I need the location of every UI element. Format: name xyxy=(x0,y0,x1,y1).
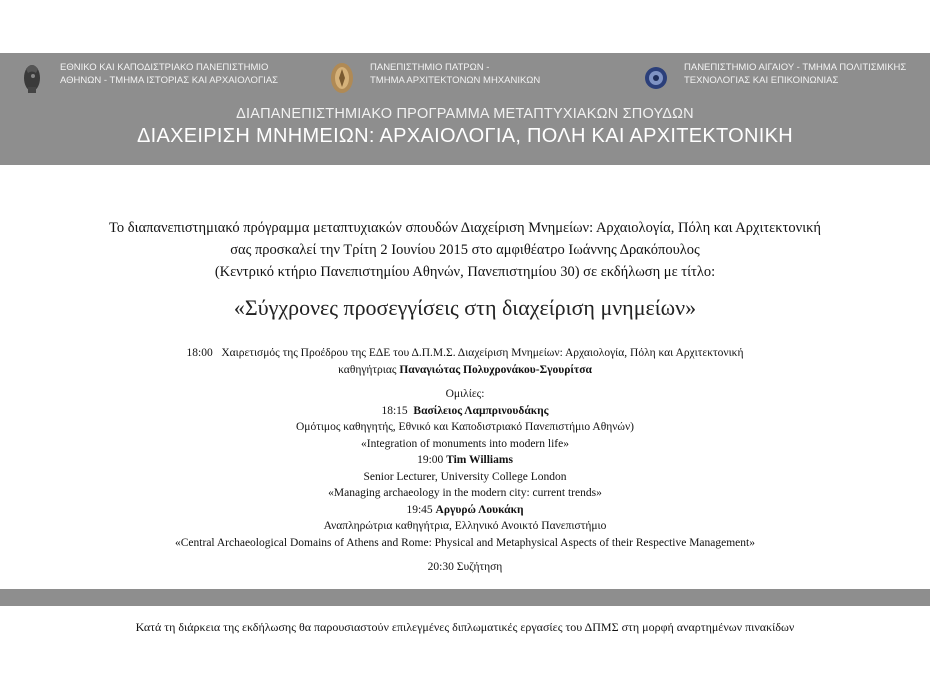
event-title: «Σύγχρονες προσεγγίσεις στη διαχείριση μνημείων» xyxy=(233,295,697,320)
discussion-label: Συζήτηση xyxy=(456,561,503,573)
header-band xyxy=(0,53,930,165)
university-patras-line1: ΠΑΝΕΠΙΣΤΗΜΙΟ ΠΑΤΡΩΝ - xyxy=(370,62,490,73)
talk-3-title: «Central Archaeological Domains of Athens and Rome: Physical and Metaphysical Aspects of their Respective Management» xyxy=(175,536,755,549)
welcome-person: Παναγιώτας Πολυχρονάκου-Σγουρίτσα xyxy=(399,363,592,376)
invitation-text xyxy=(0,217,930,283)
university-aegean-line1: ΠΑΝΕΠΙΣΤΗΜΙΟ ΑΙΓΑΙΟΥ - ΤΜΗΜΑ ΠΟΛΙΤΙΣΜΙΚΗΣ xyxy=(684,62,907,73)
talk-3-speaker-line xyxy=(0,502,930,519)
talk-1-speaker-line xyxy=(0,403,930,420)
university-athens-line2: ΑΘΗΝΩΝ - ΤΜΗΜΑ ΙΣΤΟΡΙΑΣ ΚΑΙ ΑΡΧΑΙΟΛΟΓΙΑΣ xyxy=(60,75,279,86)
university-athens-line1: ΕΘΝΙΚΟ ΚΑΙ ΚΑΠΟΔΙΣΤΡΙΑΚΟ ΠΑΝΕΠΙΣΤΗΜΙΟ xyxy=(60,62,269,73)
welcome-person-line xyxy=(0,362,930,379)
discussion-time: 20:30 xyxy=(427,561,454,573)
discussion-line xyxy=(0,559,930,576)
university-aegean xyxy=(684,61,906,87)
university-patras-line2: ΤΜΗΜΑ ΑΡΧΙΤΕΚΤΟΝΩΝ ΜΗΧΑΝΙΚΩΝ xyxy=(370,75,541,86)
invitation-line-1: Το διαπανεπιστημιακό πρόγραμμα μεταπτυχιακών σπουδών Διαχείριση Μνημείων: Αρχαιολογία, Πόλη και Αρχιτεκτονική xyxy=(109,220,821,236)
talk-1-speaker: Βασίλειος Λαμπρινουδάκης xyxy=(413,404,549,417)
patras-seal-logo xyxy=(330,61,354,95)
aegean-emblem-logo xyxy=(644,61,668,95)
athena-head-logo xyxy=(20,61,44,95)
welcome-line xyxy=(0,345,930,362)
event-schedule xyxy=(0,345,930,576)
talk-1-title: «Integration of monuments into modern life» xyxy=(361,437,569,450)
talk-1-affiliation: Ομότιμος καθηγητής, Εθνικό και Καποδιστριακό Πανεπιστήμιο Αθηνών) xyxy=(295,421,635,433)
talk-2-speaker: Tim Williams xyxy=(446,454,513,466)
invitation-line-3: (Κεντρικό κτήριο Πανεπιστημίου Αθηνών, Πανεπιστημίου 30) σε εκδήλωση με τίτλο: xyxy=(214,264,716,280)
program-label: ΔΙΑΠΑΝΕΠΙΣΤΗΜΙΑΚΟ ΠΡΟΓΡΑΜΜΑ ΜΕΤΑΠΤΥΧΙΑΚΩΝ ΣΠΟΥΔΩΝ xyxy=(236,106,694,122)
talk-2-title: «Managing archaeology in the modern city: current trends» xyxy=(328,487,602,499)
footer-note: Κατά τη διάρκεια της εκδήλωσης θα παρουσιαστούν επιλεγμένες διπλωματικές εργασίες του ΔΠΜΣ στη μορφή αναρτημένων πινακίδων xyxy=(135,620,795,634)
welcome-time: 18:00 xyxy=(186,347,213,359)
invitation-line-2: σας προσκαλεί την Τρίτη 2 Ιουνίου 2015 στο αμφιθέατρο Ιωάννης Δρακόπουλος xyxy=(230,242,700,258)
university-athens xyxy=(60,61,278,87)
welcome-prefix: καθηγήτριας xyxy=(338,363,397,376)
welcome-text: Χαιρετισμός της Προέδρου της ΕΔΕ του Δ.Π.Μ.Σ. Διαχείριση Μνημείων: Αρχαιολογία, Πόλη και Αρχιτεκτονική xyxy=(221,347,744,359)
talks-label: Ομιλίες: xyxy=(445,388,485,400)
footer-band xyxy=(0,589,930,606)
talk-2-time: 19:00 xyxy=(417,454,444,466)
talk-3-affiliation: Αναπληρώτρια καθηγήτρια, Ελληνικό Ανοικτό Πανεπιστήμιο xyxy=(323,520,607,532)
talk-1-time: 18:15 xyxy=(381,404,408,417)
talk-2-speaker-line xyxy=(0,452,930,469)
university-aegean-line2: ΤΕΧΝΟΛΟΓΙΑΣ ΚΑΙ ΕΠΙΚΟΙΝΩΝΙΑΣ xyxy=(684,75,839,86)
program-name: ΔΙΑΧΕΙΡΙΣΗ ΜΝΗΜΕΙΩΝ: ΑΡΧΑΙΟΛΟΓΙΑ, ΠΟΛΗ ΚΑΙ ΑΡΧΙΤΕΚΤΟΝΙΚΗ xyxy=(136,125,794,147)
talk-3-time: 19:45 xyxy=(406,503,433,516)
talk-3-speaker: Αργυρώ Λουκάκη xyxy=(435,503,524,516)
university-patras xyxy=(370,61,540,87)
talk-2-affiliation: Senior Lecturer, University College London xyxy=(363,470,567,483)
